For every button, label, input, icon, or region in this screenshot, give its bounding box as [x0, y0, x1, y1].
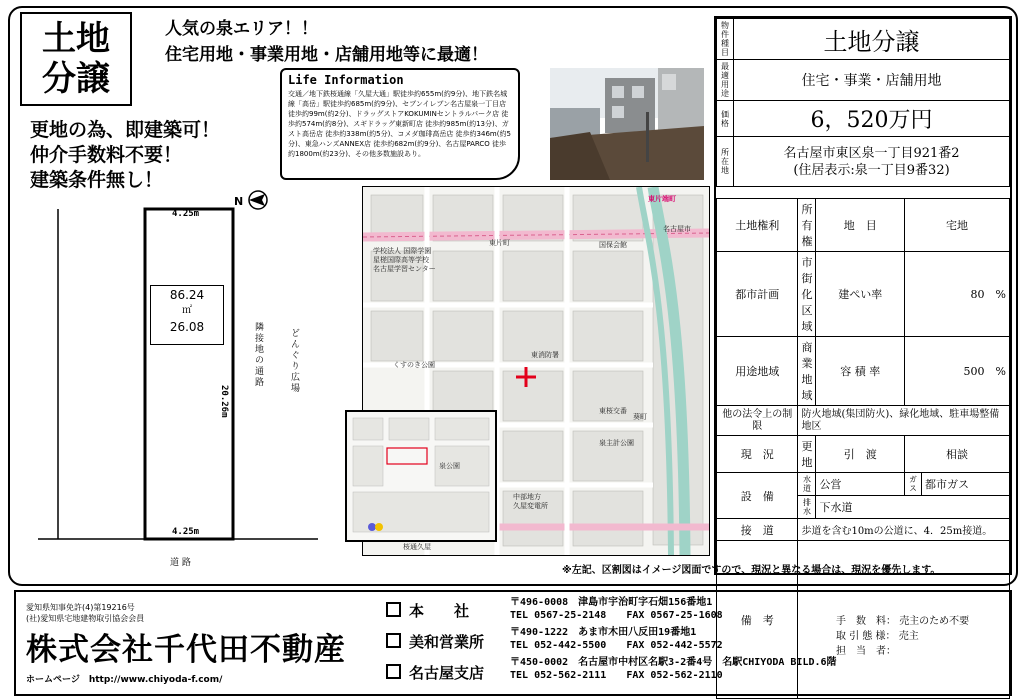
spec-chimoku: 宅地 [905, 199, 1010, 252]
label-setsubi: 設 備 [717, 473, 798, 519]
fee-label: 手 数 料： [836, 616, 896, 627]
label-address: 所在地 [717, 137, 734, 187]
label-price: 価格 [717, 101, 734, 137]
deal-value: 売主 [898, 631, 919, 642]
fee-value: 売主のため不要 [899, 616, 970, 627]
address-line2: (住居表示:泉一丁目9番32) [793, 162, 950, 178]
address-line1: 名古屋市東区泉一丁目921番2 [783, 145, 960, 161]
spec-gas: 都市ガス [922, 473, 1010, 496]
label-kenpei: 建ぺい率 [816, 252, 905, 337]
checkbox-icon [386, 602, 401, 617]
spec-youto: 商業地域 [798, 337, 816, 406]
label-youseki: 容 積 率 [816, 337, 905, 406]
plot-area-tsubo: 26.08 [169, 320, 205, 334]
branch-address: 〒490-1222 あま市木田八反田19番地1 [510, 627, 697, 638]
branch-name: 名古屋支店 [409, 664, 485, 682]
label-use: 最適用途 [717, 60, 734, 101]
map-label: 名古屋学習センター [373, 265, 436, 273]
spec-youseki: 500 % [905, 337, 1010, 406]
spec-price: 6，520万円 [734, 101, 1010, 137]
label-gas: ガス [905, 473, 922, 496]
label-hourei: 他の法令上の制限 [717, 406, 798, 436]
map-label: 学校法人 国際学園 [373, 247, 432, 255]
label-haisui: 排水 [798, 496, 816, 519]
spec-address [734, 137, 1010, 187]
label-suido: 水道 [798, 473, 816, 496]
branch-name: 美和営業所 [409, 633, 485, 651]
company-name: 株式会社千代田不動産 [26, 632, 346, 668]
branch-tel: TEL 052-562-2111 FAX 052-562-2110 [510, 670, 723, 681]
branch-address: 〒450-0002 名古屋市中村区名駅3-2番4号 名駅CHIYODA BILD.6階 [510, 657, 837, 668]
spec-haisui: 下水道 [816, 496, 1010, 519]
branch-tel: TEL 052-442-5500 FAX 052-442-5572 [510, 640, 723, 651]
map-label: 東消防署 [531, 351, 559, 359]
plot-area-m2: 86.24 [169, 288, 205, 302]
map-label: 東片端町 [648, 195, 676, 203]
branch-tel: TEL 0567-25-2148 FAX 0567-25-1608 [510, 610, 723, 621]
map-label: 泉主計公園 [599, 439, 634, 447]
road-label: 道 路 [170, 558, 191, 568]
label-hikiwatashi: 引 渡 [816, 436, 905, 473]
spec-use: 住宅・事業・店舗用地 [734, 60, 1010, 101]
spec-setsudo: 歩道を含む10mの公道に、4．25m接道。 [798, 519, 1010, 541]
plot-depth: 20.26m [219, 385, 229, 418]
map-inset [345, 410, 497, 542]
notice-text: ※左記、区割図はイメージ図面ですので、現況と異なる場合は、現況を優先します。 [562, 565, 941, 576]
plot-top-width: 4.25m [172, 209, 200, 219]
life-info-heading: Life Information [288, 73, 404, 87]
spec-hourei: 防火地域(集団防火)、緑化地域、駐車場整備地区 [798, 406, 1010, 436]
life-info-box [280, 68, 520, 180]
feature-item: 仲介手数料不要！ [30, 144, 183, 166]
plot-area-unit: ㎡ [182, 305, 192, 316]
branch-row [386, 627, 494, 658]
branch-row [386, 596, 494, 627]
map-label: 星槎国際高等学校 [373, 256, 429, 264]
left-label: 隣接地の通路 [253, 322, 263, 388]
spec-heading: 土地分譲 [734, 19, 1010, 60]
checkbox-icon [386, 633, 401, 648]
map-label: 国保会館 [599, 241, 627, 249]
branch-address: 〒496-0008 津島市宇治町字石畑156番地1 [510, 597, 713, 608]
plot-area-box [150, 285, 224, 345]
map-label: 桜通久屋 [403, 543, 431, 551]
map-label: 東桜交番 [599, 407, 627, 415]
title-line2: 分譲 [42, 59, 110, 99]
map-label: 名古屋市 [663, 225, 691, 233]
label-setsudo: 接 道 [717, 519, 798, 541]
label-rights: 土地権利 [717, 199, 798, 252]
branch-name: 本 社 [409, 602, 470, 620]
spec-kenpei: 80 % [905, 252, 1010, 337]
homepage-link[interactable]: ホームページ http://www.chiyoda-f.com/ [26, 675, 223, 685]
catch-line1: 人気の泉エリア！！ [165, 19, 318, 39]
branch-names [386, 596, 494, 689]
spec-genkyo: 更地 [798, 436, 816, 473]
right-label: どんぐり広場 [289, 328, 299, 394]
spec-toshi: 市街化区域 [798, 252, 816, 337]
label-chimoku: 地 目 [816, 199, 905, 252]
map-label: 東片町 [489, 239, 510, 247]
feature-item: 建築条件無し！ [30, 169, 164, 191]
checkbox-icon [386, 664, 401, 679]
license1: 愛知県知事免許(4)第19216号 [26, 603, 135, 612]
feature-list [30, 118, 220, 193]
branch-row [386, 658, 494, 689]
inset-label: 泉公園 [439, 462, 460, 470]
map-label: 久屋変電所 [513, 502, 548, 510]
spec-rights: 所有権 [798, 199, 816, 252]
deal-label: 取 引 態 様： [836, 631, 896, 642]
staff-label: 担 当 者： [836, 646, 896, 657]
catch-line2: 住宅用地・事業用地・店舗用地等に最適！ [165, 45, 488, 65]
label-youto: 用途地域 [717, 337, 798, 406]
plot-bottom-width: 4.25m [172, 527, 200, 537]
property-photo [550, 68, 704, 180]
spec-suido: 公営 [816, 473, 905, 496]
map-label: 葵町 [633, 413, 647, 421]
label-toshi: 都市計画 [717, 252, 798, 337]
map-label: くすのき公園 [393, 361, 435, 369]
license2: (社)愛知県宅地建物取引協会会員 [26, 614, 145, 623]
plot-diagram [28, 205, 328, 580]
life-info-body: 交通／地下鉄桜通線「久屋大通」駅徒歩約655m(約9分)、地下鉄名城線「高岳」駅徒歩約685m(約9分)、セブンイレブン名古屋泉一丁目店 徒歩約99m(約2分)、ドラッグストアKOKUMINセントラルパーク店 徒歩約574m(約8分)、スギドラッグ東新町店 徒歩約985m(約13分)、ガスト高岳店 徒歩約338m(約5分)、コメダ珈琲高岳店 徒歩約346m(約5分)、東急ハンズANNEX店 徒歩約682m(約9分)、名古屋PARCO 徒歩約1800m(約23分)、その他多数施設あり。 [288, 90, 511, 158]
branch-details [510, 596, 837, 682]
title-box [20, 12, 132, 106]
footer [14, 590, 1012, 696]
feature-item: 更地の為、即建築可！ [30, 119, 221, 141]
label-type: 物件種目 [717, 19, 734, 60]
north-label: N [234, 195, 244, 208]
label-genkyo: 現 況 [717, 436, 798, 473]
deal-info [836, 614, 969, 659]
title-line1: 土地 [42, 19, 110, 59]
label-biko: 備 考 [717, 541, 798, 699]
spec-hikiwatashi: 相談 [905, 436, 1010, 473]
map-label: 中部地方 [513, 493, 541, 501]
